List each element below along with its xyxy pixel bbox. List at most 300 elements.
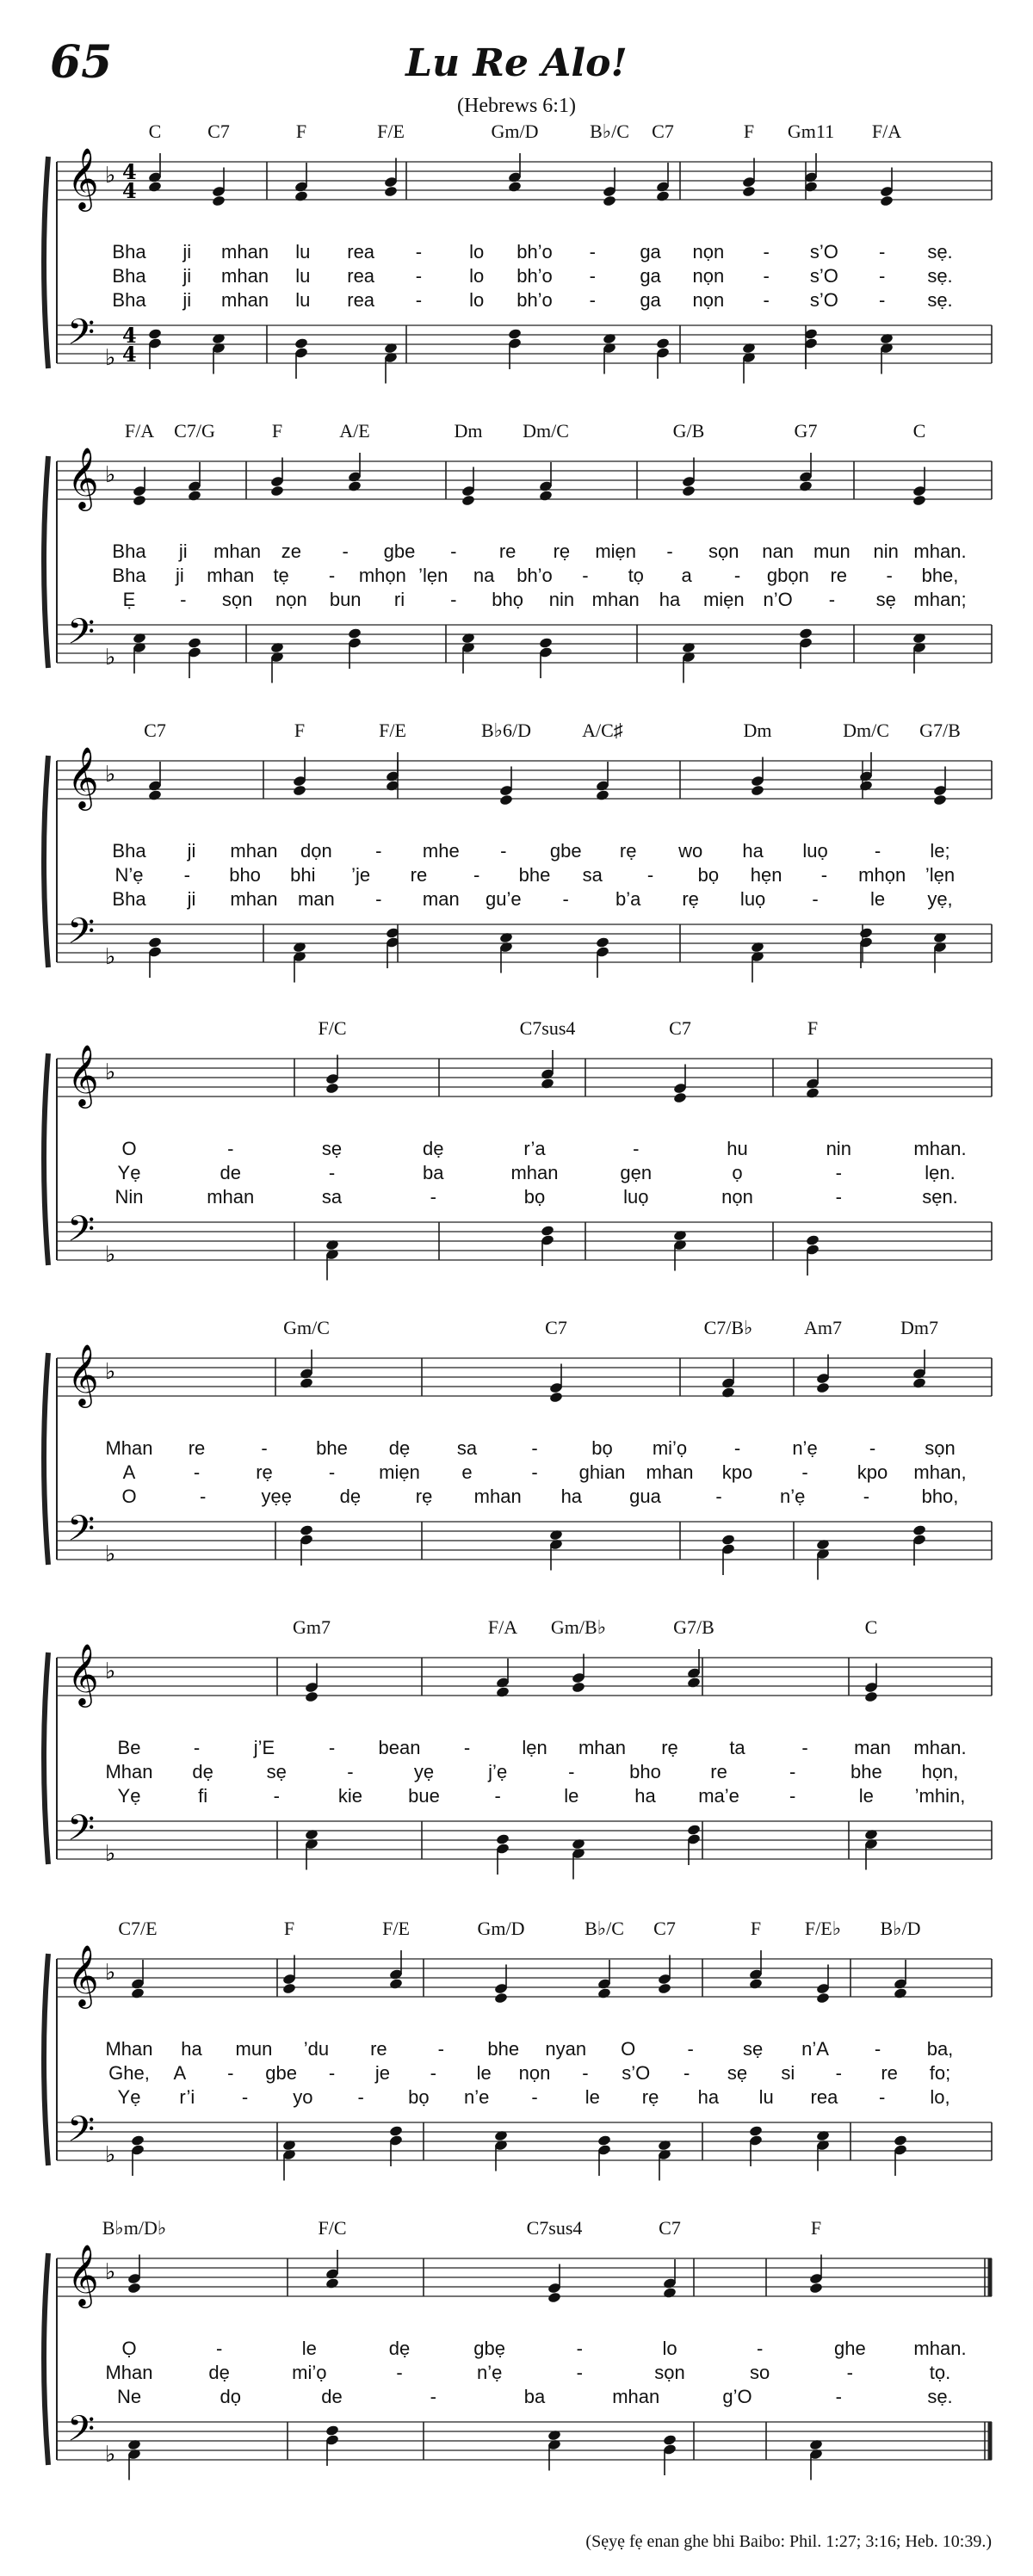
lyric-hyphen: - xyxy=(801,1737,808,1758)
treble-clef-icon: 𝄞 xyxy=(67,1642,99,1705)
key-flat-icon: ♭ xyxy=(105,1960,116,1986)
lyric-syllable: nan xyxy=(762,541,794,562)
lyric-syllable: n’A xyxy=(801,2038,829,2060)
chord-symbol: Gm7 xyxy=(293,1616,331,1638)
lyric-hyphen: - xyxy=(789,1761,796,1782)
lyric-hyphen: - xyxy=(589,289,596,311)
lyric-hyphen: - xyxy=(193,1461,201,1483)
note-head xyxy=(541,1225,555,1237)
lyric-syllable: lo xyxy=(469,265,485,287)
note-head xyxy=(933,794,948,806)
lyric-hyphen: - xyxy=(463,1737,471,1758)
lyric-syllable: luọ xyxy=(802,840,828,862)
chord-symbol: C7/G xyxy=(174,420,215,442)
note-head xyxy=(721,1534,736,1546)
lyric-syllable: sẹ xyxy=(727,2062,748,2084)
lyric-hyphen: - xyxy=(733,565,741,586)
lyric-syllable: mun xyxy=(813,541,851,562)
bass-staff xyxy=(57,2122,992,2160)
lyric-syllable: mhan xyxy=(473,1486,522,1507)
hymn-number: 65 xyxy=(50,36,113,89)
chord-symbol: C7 xyxy=(545,1317,567,1338)
lyric-syllable: ji xyxy=(187,888,196,910)
note-head xyxy=(742,185,757,197)
lyric-hyphen: - xyxy=(415,289,423,311)
lyric-syllable: bun xyxy=(329,589,362,610)
lyric-syllable: bhe xyxy=(487,2038,520,2060)
lyric-syllable: ga xyxy=(640,289,661,311)
lyric-hyphen: - xyxy=(328,565,336,586)
lyric-syllable: r’i xyxy=(179,2086,195,2108)
time-signature-bottom: 4 xyxy=(122,178,137,203)
lyric-syllable: miẹn xyxy=(702,589,745,610)
lyric-hyphen: - xyxy=(241,2086,249,2108)
note-head xyxy=(682,485,696,497)
key-flat-icon: ♭ xyxy=(105,345,116,371)
treble-clef-icon: 𝄞 xyxy=(67,146,99,209)
lyric-hyphen: - xyxy=(437,2038,444,2060)
lyric-syllable: tọ xyxy=(628,565,644,586)
note-head xyxy=(461,494,476,506)
lyric-hyphen: - xyxy=(879,2086,886,2108)
score-system xyxy=(0,1909,1033,2184)
score-system xyxy=(0,411,1033,687)
note-head xyxy=(282,1982,297,1994)
lyric-hyphen: - xyxy=(396,2362,403,2383)
lyric-syllable: rea xyxy=(347,241,375,263)
lyric-syllable: ọ xyxy=(732,1162,743,1183)
lyric-syllable: bh’o xyxy=(516,565,553,586)
lyric-syllable: yẹẹ xyxy=(261,1486,293,1507)
lyric-syllable: r’a xyxy=(523,1138,546,1159)
lyric-hyphen: - xyxy=(828,589,836,610)
chord-symbol: C7 xyxy=(207,120,230,142)
lyric-syllable: j’E xyxy=(253,1737,275,1758)
chord-symbol: F/C xyxy=(318,1017,347,1039)
lyric-syllable: A xyxy=(173,2062,187,2084)
note-head xyxy=(859,780,874,792)
note-head xyxy=(133,494,147,506)
treble-clef-icon: 𝄞 xyxy=(67,1343,99,1405)
lyric-syllable: dẹ xyxy=(423,1138,444,1159)
system-bracket xyxy=(44,2253,48,2465)
score-system xyxy=(0,112,1033,387)
lyric-syllable: gbẹ xyxy=(473,2338,506,2359)
lyric-syllable: lẹn. xyxy=(925,1162,956,1183)
lyric-syllable: le; xyxy=(930,840,950,862)
lyric-syllable: kie xyxy=(337,1785,362,1807)
lyric-syllable: g’O xyxy=(722,2386,752,2407)
lyric-hyphen: - xyxy=(801,1461,808,1483)
time-signature-top: 4 xyxy=(122,323,137,348)
lyric-syllable: mhan xyxy=(221,241,269,263)
chord-symbol: F/E♭ xyxy=(804,1918,842,1939)
lyric-hyphen: - xyxy=(835,2062,842,2084)
lyric-syllable: bhe xyxy=(518,864,551,886)
lyric-syllable: Bha xyxy=(112,241,146,263)
lyric-syllable: Yẹ xyxy=(117,2086,141,2108)
lyric-hyphen: - xyxy=(763,265,770,287)
note-head xyxy=(603,195,617,207)
lyric-hyphen: - xyxy=(450,589,457,610)
lyric-syllable: mhe xyxy=(422,840,460,862)
note-head xyxy=(864,1690,879,1702)
lyric-syllable: ta xyxy=(729,1737,745,1758)
lyric-syllable: s’O xyxy=(622,2062,651,2084)
chord-symbol: F xyxy=(743,120,755,142)
lyric-syllable: Mhan xyxy=(105,1437,153,1459)
lyric-syllable: ji xyxy=(182,265,192,287)
chord-symbol: B♭/C xyxy=(585,1918,624,1939)
note-head xyxy=(894,1987,908,1999)
lyric-hyphen: - xyxy=(846,2362,853,2383)
lyric-syllable: re xyxy=(498,541,516,562)
lyric-syllable: ha xyxy=(659,589,681,610)
lyric-syllable: sẹ xyxy=(875,589,896,610)
notes-group xyxy=(127,2250,824,2480)
lyric-hyphen: - xyxy=(835,1186,842,1208)
lyric-syllable: ji xyxy=(175,565,184,586)
note-head xyxy=(499,794,514,806)
lyric-syllable: so xyxy=(750,2362,770,2383)
lyric-syllable: nọn xyxy=(275,589,307,610)
lyric-syllable: re xyxy=(830,565,848,586)
lyric-syllable: mhan xyxy=(510,1162,559,1183)
treble-staff xyxy=(57,1059,992,1096)
lyric-syllable: ’mhin, xyxy=(914,1785,966,1807)
lyric-syllable: Bha xyxy=(112,840,146,862)
lyric-syllable: họn, xyxy=(921,1761,959,1782)
lyric-syllable: sọn xyxy=(654,2362,685,2383)
lyric-syllable: nin xyxy=(873,541,899,562)
chord-symbol: F xyxy=(294,720,306,741)
bass-staff xyxy=(57,1222,992,1260)
lyric-hyphen: - xyxy=(273,1785,280,1807)
lyric-syllable: fo; xyxy=(929,2062,951,2084)
lyric-syllable: mhan xyxy=(612,2386,660,2407)
lyric-syllable: sa xyxy=(456,1437,478,1459)
note-head xyxy=(806,1234,820,1246)
lyric-syllable: hẹn xyxy=(750,864,782,886)
lyric-syllable: Mhan xyxy=(105,2038,153,2060)
note-head xyxy=(816,1381,831,1393)
lyric-syllable: sẹ. xyxy=(927,289,953,311)
chord-symbol: Gm/D xyxy=(477,1918,525,1939)
lyric-hyphen: - xyxy=(835,1162,842,1183)
lyric-hyphen: - xyxy=(531,1461,538,1483)
lyric-hyphen: - xyxy=(215,2338,223,2359)
lyric-hyphen: - xyxy=(342,541,349,562)
note-head xyxy=(721,1387,736,1399)
lyric-hyphen: - xyxy=(582,565,589,586)
lyric-syllable: n’ẹ xyxy=(476,2362,503,2383)
lyric-syllable: sọn xyxy=(221,589,253,610)
lyric-syllable: ji xyxy=(187,840,196,862)
lyric-syllable: Nin xyxy=(114,1186,144,1208)
lyric-syllable: lu xyxy=(295,241,311,263)
lyric-syllable: ha xyxy=(181,2038,202,2060)
lyric-syllable: ba xyxy=(423,1162,444,1183)
lyric-hyphen: - xyxy=(886,565,893,586)
system-bracket xyxy=(44,157,48,368)
lyric-hyphen: - xyxy=(589,241,596,263)
lyric-syllable: lo, xyxy=(930,2086,950,2108)
lyric-hyphen: - xyxy=(328,1162,336,1183)
chord-symbol: C7/E xyxy=(118,1918,158,1939)
chord-symbol: C7sus4 xyxy=(526,2217,583,2239)
lyric-syllable: nọn xyxy=(692,241,725,263)
lyric-hyphen: - xyxy=(576,2362,583,2383)
lyric-syllable: j’ẹ xyxy=(488,1761,508,1782)
note-head xyxy=(597,1987,612,1999)
chord-symbol: G7/B xyxy=(919,720,961,741)
lyric-syllable: sa xyxy=(321,1186,343,1208)
lyric-syllable: ghian xyxy=(578,1461,626,1483)
note-head xyxy=(389,2125,404,2137)
lyric-syllable: ’du xyxy=(303,2038,330,2060)
lyric-syllable: bh’o xyxy=(516,241,553,263)
key-flat-icon: ♭ xyxy=(105,1359,116,1385)
lyric-syllable: fi xyxy=(198,1785,208,1807)
lyric-syllable: lo xyxy=(662,2338,677,2359)
lyric-syllable: ha xyxy=(742,840,764,862)
note-head xyxy=(496,1686,510,1698)
note-head xyxy=(348,627,362,639)
lyric-syllable: nọn xyxy=(721,1186,753,1208)
note-head xyxy=(799,480,813,492)
staff-svg xyxy=(0,2208,1033,2484)
lyric-hyphen: - xyxy=(562,888,569,910)
key-flat-icon: ♭ xyxy=(105,163,116,188)
key-flat-icon: ♭ xyxy=(105,1059,116,1085)
note-head xyxy=(597,2134,612,2147)
lyric-syllable: n’e xyxy=(464,2086,490,2108)
lyric-syllable: mhan xyxy=(213,541,262,562)
note-head xyxy=(325,2277,340,2289)
lyric-syllable: O xyxy=(621,2038,636,2060)
lyric-syllable: miẹn xyxy=(595,541,637,562)
chord-symbol: F xyxy=(807,1017,819,1039)
lyric-hyphen: - xyxy=(576,2338,583,2359)
lyric-syllable: le xyxy=(564,1785,579,1807)
lyric-syllable: bho xyxy=(629,1761,661,1782)
lyric-syllable: dẹ xyxy=(208,2362,230,2383)
note-head xyxy=(749,2125,764,2137)
lyric-syllable: n’O xyxy=(763,589,793,610)
bass-clef-icon: 𝄢 xyxy=(67,1208,96,1258)
treble-clef-icon: 𝄞 xyxy=(67,745,99,808)
chord-symbol: C7 xyxy=(669,1017,691,1039)
lyric-syllable: mhan xyxy=(230,840,278,862)
score-system xyxy=(0,1009,1033,1284)
note-head xyxy=(656,337,671,349)
lyric-syllable: dẹ xyxy=(192,1761,213,1782)
lyric-syllable: ’lẹn xyxy=(418,565,448,586)
time-signature-bottom: 4 xyxy=(122,342,137,367)
lyric-syllable: gua xyxy=(629,1486,661,1507)
lyric-syllable: bhe, xyxy=(921,565,959,586)
key-flat-icon: ♭ xyxy=(105,2142,116,2168)
lyric-syllable: Yẹ xyxy=(117,1162,141,1183)
lyric-hyphen: - xyxy=(375,840,382,862)
note-head xyxy=(596,936,610,948)
chord-symbol: F xyxy=(750,1918,762,1939)
lyric-syllable: Ẹ xyxy=(122,589,136,610)
lyric-syllable: bọ xyxy=(697,864,720,886)
chord-symbol: C7 xyxy=(144,720,166,741)
lyric-syllable: re xyxy=(710,1761,727,1782)
lyric-syllable: b’a xyxy=(615,888,641,910)
key-flat-icon: ♭ xyxy=(105,1659,116,1684)
note-head xyxy=(212,195,226,207)
lyric-syllable: lo xyxy=(469,289,485,311)
lyric-syllable: bh’o xyxy=(516,265,553,287)
lyric-syllable: e xyxy=(461,1461,473,1483)
lyric-hyphen: - xyxy=(589,265,596,287)
lyric-hyphen: - xyxy=(328,1737,336,1758)
bass-clef-icon: 𝄢 xyxy=(67,1807,96,1857)
note-head xyxy=(658,1982,672,1994)
lyric-hyphen: - xyxy=(763,241,770,263)
chord-symbol: Gm/D xyxy=(491,120,539,142)
note-head xyxy=(270,485,285,497)
lyric-syllable: dẹ xyxy=(388,1437,411,1459)
bass-staff xyxy=(57,325,992,363)
lyric-syllable: je xyxy=(374,2062,390,2084)
lyric-syllable: Ghe, xyxy=(108,2062,150,2084)
note-head xyxy=(148,789,163,801)
note-head xyxy=(539,637,554,649)
lyric-syllable: ha xyxy=(560,1486,583,1507)
system-bracket xyxy=(44,1652,48,1864)
lyric-syllable: rea xyxy=(347,289,375,311)
lyric-syllable: sọn xyxy=(925,1437,956,1459)
lyric-syllable: bh’o xyxy=(516,289,553,311)
note-head xyxy=(880,195,894,207)
chord-symbol: G/B xyxy=(672,420,705,442)
lyric-syllable: s’O xyxy=(809,289,838,311)
lyric-syllable: nọn xyxy=(518,2062,551,2084)
lyric-syllable: Mhan xyxy=(105,2362,153,2383)
lyric-syllable: mhan. xyxy=(913,1138,967,1159)
lyric-syllable: re xyxy=(370,2038,387,2060)
treble-staff xyxy=(57,1658,992,1696)
note-head xyxy=(663,2287,677,2299)
lyric-syllable: nọn xyxy=(692,265,725,287)
lyric-syllable: bọ xyxy=(591,1437,613,1459)
key-flat-icon: ♭ xyxy=(105,2259,116,2285)
lyric-syllable: kpo xyxy=(857,1461,888,1483)
note-head xyxy=(131,1987,145,1999)
lyric-hyphen: - xyxy=(715,1486,722,1507)
lyric-syllable: le xyxy=(301,2338,317,2359)
lyric-hyphen: - xyxy=(500,840,507,862)
key-flat-icon: ♭ xyxy=(105,462,116,488)
lyric-hyphen: - xyxy=(415,265,423,287)
lyric-syllable: ji xyxy=(182,289,192,311)
lyric-syllable: gbe xyxy=(549,840,582,862)
lyric-syllable: sẹ xyxy=(321,1138,343,1159)
chord-symbol: Dm xyxy=(743,720,772,741)
time-signature-top: 4 xyxy=(122,159,137,184)
lyric-hyphen: - xyxy=(227,1138,234,1159)
lyric-syllable: ji xyxy=(178,541,188,562)
lyric-hyphen: - xyxy=(375,888,382,910)
note-head xyxy=(188,637,202,649)
lyric-syllable: si xyxy=(781,2062,795,2084)
lyric-hyphen: - xyxy=(227,2062,234,2084)
lyric-syllable: n’ẹ xyxy=(792,1437,818,1459)
lyric-hyphen: - xyxy=(687,2038,694,2060)
bass-staff xyxy=(57,2422,992,2460)
lyric-syllable: mun xyxy=(235,2038,273,2060)
bass-clef-icon: 𝄢 xyxy=(67,611,96,661)
bass-clef-icon: 𝄢 xyxy=(67,2109,96,2159)
lyric-syllable: rea xyxy=(810,2086,838,2108)
lyric-hyphen: - xyxy=(473,864,480,886)
lyric-syllable: dẹ xyxy=(388,2338,411,2359)
lyric-syllable: ze xyxy=(281,541,302,562)
lyric-syllable: O xyxy=(121,1486,137,1507)
lyric-hyphen: - xyxy=(568,1761,575,1782)
note-head xyxy=(596,789,610,801)
note-head xyxy=(148,181,163,193)
lyric-syllable: Bha xyxy=(112,565,146,586)
lyric-syllable: rẹ xyxy=(256,1461,273,1483)
lyric-syllable: tọ. xyxy=(929,2362,951,2383)
treble-staff xyxy=(57,1358,992,1396)
lyric-hyphen: - xyxy=(869,1437,876,1459)
lyric-hyphen: - xyxy=(835,2386,842,2407)
note-head xyxy=(799,627,813,639)
lyric-syllable: gẹn xyxy=(620,1162,653,1183)
chord-symbol: G7 xyxy=(794,420,818,442)
lyric-syllable: lẹn xyxy=(522,1737,547,1758)
score-system xyxy=(0,2208,1033,2484)
lyric-hyphen: - xyxy=(430,2386,436,2407)
lyric-hyphen: - xyxy=(430,1186,436,1208)
chord-symbol: B♭/C xyxy=(590,120,629,142)
lyric-syllable: ’je xyxy=(351,864,371,886)
note-head xyxy=(809,2282,824,2294)
chord-symbol: C xyxy=(912,420,926,442)
chord-symbol: Gm11 xyxy=(787,120,835,142)
lyric-syllable: yẹ, xyxy=(927,888,953,910)
chord-symbol: C xyxy=(864,1616,878,1638)
lyric-hyphen: - xyxy=(494,1785,501,1807)
note-head xyxy=(305,1690,319,1702)
scripture-footer: (Sẹyẹ fẹ enan ghe bhi Baibo: Phil. 1:27; 3:16; Heb. 10:39.) xyxy=(585,2532,992,2551)
staff-svg xyxy=(0,1009,1033,1284)
note-head xyxy=(806,1087,820,1099)
lyric-syllable: le xyxy=(858,1785,874,1807)
lyric-hyphen: - xyxy=(789,1785,796,1807)
lyric-syllable: mhan. xyxy=(913,2338,967,2359)
chord-symbol: Am7 xyxy=(804,1317,842,1338)
lyric-syllable: bhọ xyxy=(492,589,523,610)
chord-symbol: C xyxy=(148,120,162,142)
lyric-syllable: mhan xyxy=(230,888,278,910)
lyric-syllable: rẹ xyxy=(415,1486,433,1507)
lyric-syllable: ri xyxy=(393,589,405,610)
notes-group xyxy=(325,1050,820,1281)
lyric-syllable: bhe xyxy=(316,1437,348,1459)
note-head xyxy=(131,2134,145,2147)
chord-symbol: F/E xyxy=(379,720,406,741)
lyric-syllable: rẹ xyxy=(661,1737,678,1758)
lyric-syllable: yẹ xyxy=(413,1761,435,1782)
note-head xyxy=(912,494,927,506)
